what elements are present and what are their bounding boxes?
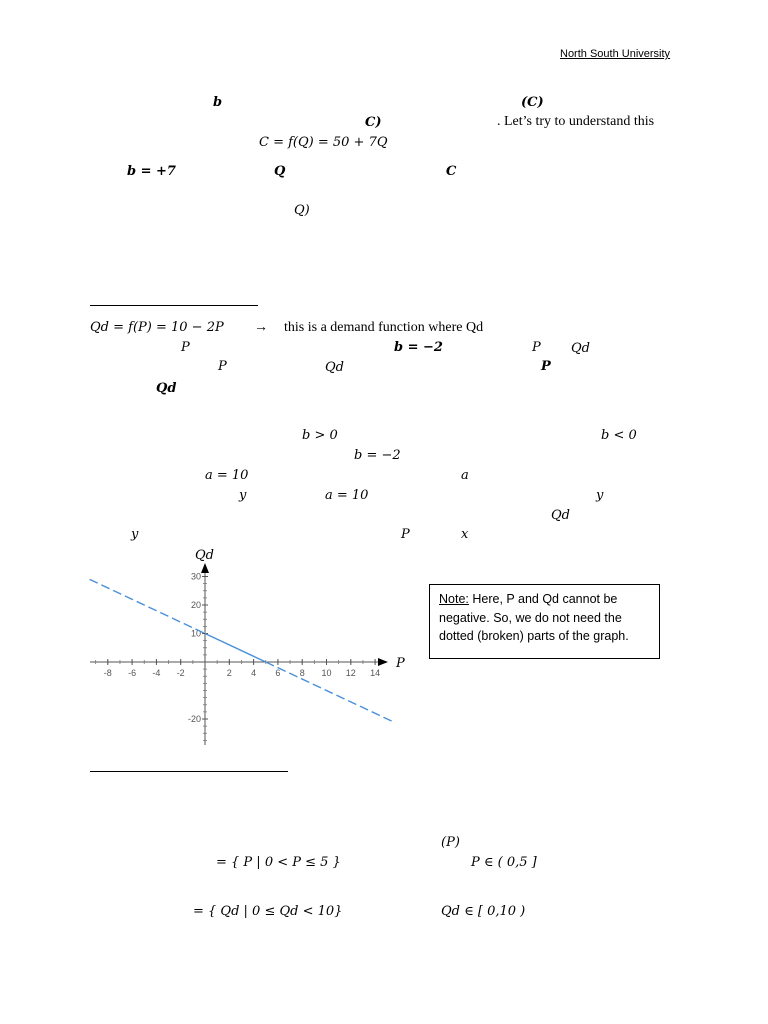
x-tick-label: -4: [152, 668, 161, 678]
range-interval: Qd ∈ [ 0,10 ): [441, 904, 526, 919]
note-box: [429, 584, 660, 659]
x-tick-label: 2: [226, 668, 232, 678]
b-label: b: [213, 95, 223, 110]
b-positive: b > 0: [302, 428, 338, 443]
section-rule-1: [90, 305, 258, 306]
b-value-positive: b = +7: [127, 164, 176, 179]
note-text-1: Here, P and Qd cannot be: [472, 592, 618, 606]
qd-bold-label: Qd: [156, 381, 177, 396]
x-axis-arrow: [378, 658, 388, 666]
p-paren-label: (P): [441, 835, 460, 850]
y-tick-label: 10: [190, 628, 201, 639]
y-label-1: y: [239, 488, 247, 503]
x-tick-label: 12: [345, 668, 356, 678]
p-label-3: P: [218, 359, 227, 374]
note-line-1: [439, 590, 650, 609]
demand-line-dashed-left: [90, 579, 205, 633]
a-label: a: [461, 468, 469, 483]
demand-line-solid: [205, 634, 266, 663]
note-label: Note:: [439, 592, 469, 606]
b-negative: b < 0: [601, 428, 637, 443]
y-tick-label: 20: [190, 600, 201, 610]
y-axis-label: Qd: [195, 548, 214, 563]
x-label: x: [461, 527, 469, 542]
qd-label-1: Qd: [571, 341, 590, 356]
x-tick-label: -8: [103, 668, 112, 678]
q-label: Q: [274, 164, 286, 179]
qd-label-3: Qd: [551, 508, 570, 523]
x-tick-label: -2: [176, 668, 185, 678]
x-tick-label: 8: [299, 668, 305, 678]
y-tick-label: 30: [190, 571, 201, 582]
c-label: C: [446, 164, 457, 179]
domain-set: = { P | 0 < P ≤ 5 }: [216, 855, 341, 870]
note-line-3: dotted (broken) parts of the graph.: [439, 629, 629, 643]
p-label-4: P: [401, 527, 410, 542]
p-label-2: P: [532, 340, 541, 355]
y-tick-label: -20: [187, 714, 201, 724]
b-equals: b = −2: [354, 448, 401, 463]
a-equals-1: a = 10: [205, 468, 249, 483]
domain-interval: P ∈ ( 0,5 ]: [471, 855, 537, 870]
note-line-2: negative. So, we do not need the: [439, 610, 622, 625]
qd-label-2: Qd: [325, 360, 344, 375]
range-set: = { Qd | 0 ≤ Qd < 10}: [193, 904, 343, 919]
b-value-negative: b = −2: [394, 340, 443, 355]
demand-function-text: Qd = f(P) = 10 − 2P: [90, 320, 224, 335]
x-tick-label: 14: [370, 668, 381, 678]
y-label-2: y: [596, 488, 604, 503]
x-tick-label: 4: [251, 668, 257, 678]
x-tick-label: 6: [275, 668, 281, 678]
arrow-symbol: →: [254, 320, 268, 335]
p-label-1: P: [181, 340, 190, 355]
x-axis-label: P: [396, 656, 405, 671]
y-axis-arrow: [201, 563, 209, 573]
lets-try-text: . Let’s try to understand this: [497, 114, 655, 129]
demand-description: this is a demand function where Qd: [284, 320, 484, 335]
cost-function: C = f(Q) = 50 + 7Q: [259, 135, 388, 150]
c-close-label: C): [365, 115, 382, 130]
p-bold-label: P: [541, 359, 551, 374]
x-tick-label: 10: [321, 668, 332, 678]
c-paren-label: (C): [521, 95, 544, 110]
x-tick-label: -6: [128, 668, 137, 678]
demand-graph: [85, 545, 415, 750]
demand-function: [90, 321, 224, 334]
institution-header: North South University: [560, 48, 671, 60]
y-label-3: y: [131, 527, 139, 542]
a-equals-2: a = 10: [325, 488, 369, 503]
q-close-label: Q): [294, 203, 310, 218]
section-rule-2: [90, 771, 288, 772]
